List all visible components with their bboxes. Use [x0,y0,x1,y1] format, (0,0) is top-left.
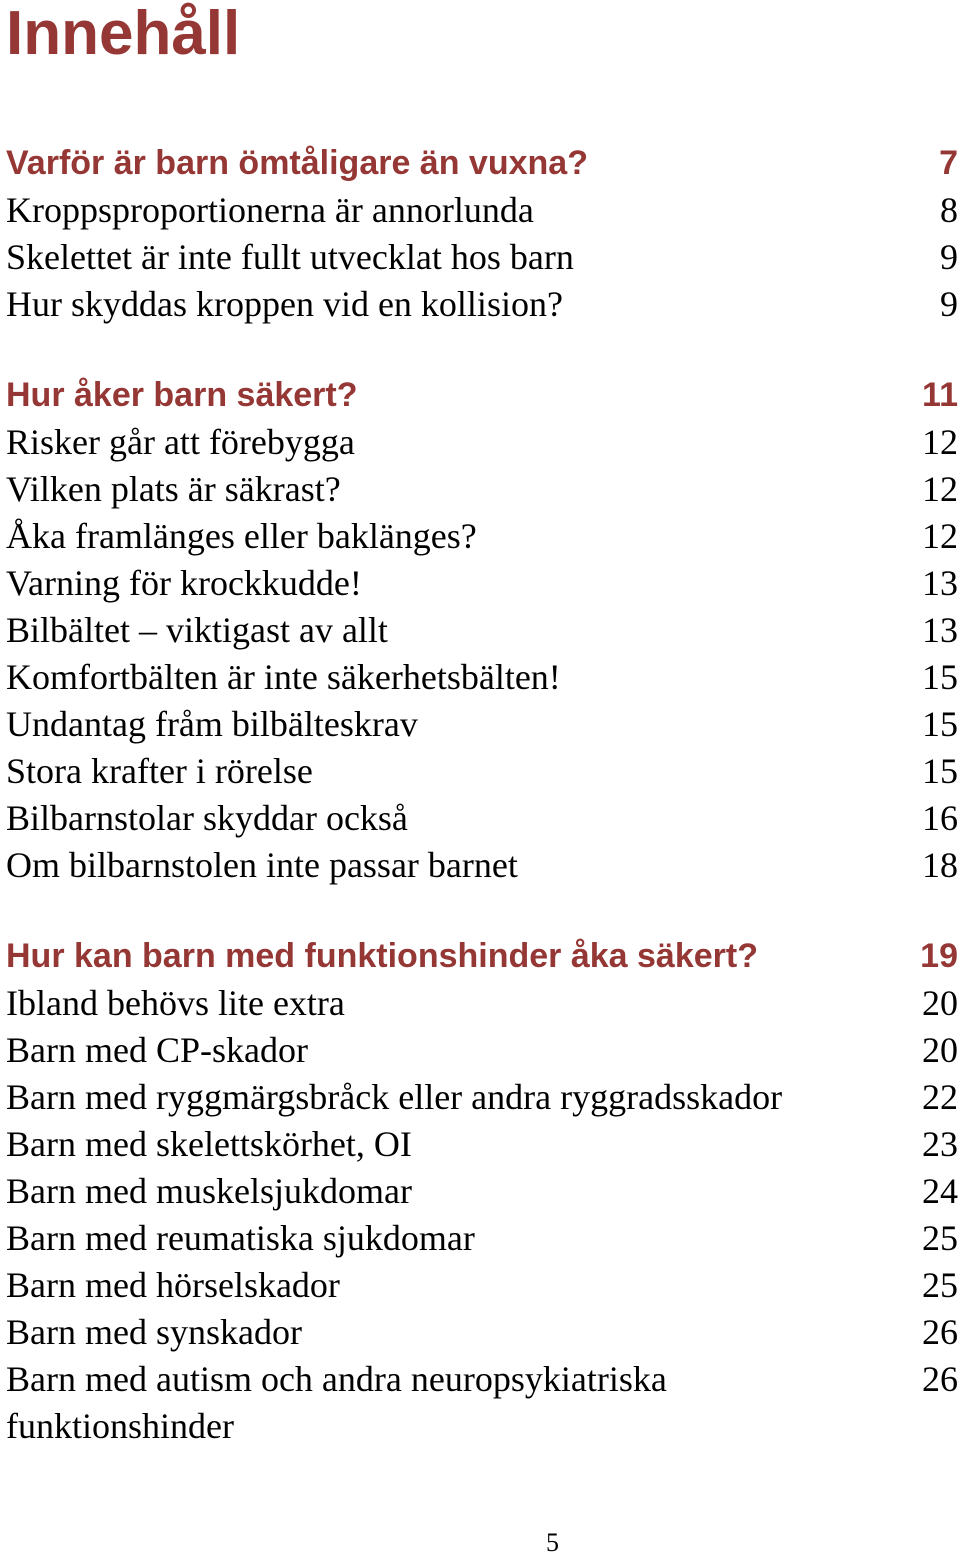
toc-entry[interactable] [6,1027,958,1074]
toc-heading-page: 19 [920,937,958,975]
toc-entry-page: 15 [922,751,958,791]
toc-entry-label: Barn med hörselskador [6,1265,340,1305]
toc-entry-label: Varning för krockkudde! [6,563,362,603]
toc-entry[interactable] [6,513,958,560]
toc-entry-page: 16 [922,798,958,838]
toc-entry[interactable] [6,1168,958,1215]
toc-section-2 [6,372,958,889]
toc-entry[interactable] [6,1262,958,1309]
toc-entry[interactable] [6,795,958,842]
toc-entry-label: Barn med ryggmärgsbråck eller andra ryggradsskador [6,1077,783,1117]
toc-entry-label: Barn med skelettskörhet, OI [6,1124,412,1164]
toc-entry[interactable] [6,234,958,281]
toc-entry-page: 12 [922,469,958,509]
toc-entry[interactable] [6,607,958,654]
toc-entry-page: 26 [922,1359,958,1399]
toc-entry[interactable] [6,980,958,1027]
toc-entry[interactable] [6,281,958,328]
toc-entry[interactable] [6,654,958,701]
toc-entry[interactable] [6,842,958,889]
toc-entry[interactable] [6,748,958,795]
toc-entry-page: 9 [940,284,958,324]
toc-entry-page: 13 [922,610,958,650]
toc-entry-label: Barn med CP-skador [6,1030,308,1070]
toc-entry-label: Stora krafter i rörelse [6,751,313,791]
toc-entry-page: 18 [922,845,958,885]
toc-entry-page: 23 [922,1124,958,1164]
toc-entry-label: Barn med autism och andra neuropsykiatriska funktionshinder [6,1359,667,1446]
toc-heading-label: Hur åker barn säkert? [6,376,358,414]
toc-entry-page: 20 [922,1030,958,1070]
toc-entry[interactable] [6,1215,958,1262]
table-of-contents [6,140,958,1450]
toc-entry-label: Ibland behövs lite extra [6,983,345,1023]
toc-entry-label: Barn med synskador [6,1312,302,1352]
toc-entry-page: 12 [922,422,958,462]
toc-entry-page: 26 [922,1312,958,1352]
toc-entry-page: 9 [940,237,958,277]
toc-entry-label: Hur skyddas kroppen vid en kollision? [6,284,563,324]
toc-heading-label: Varför är barn ömtåligare än vuxna? [6,144,588,182]
toc-entry[interactable] [6,466,958,513]
page-number: 5 [546,1528,559,1557]
toc-heading[interactable] [6,140,958,187]
toc-entry-page: 8 [940,190,958,230]
toc-entry-label: Om bilbarnstolen inte passar barnet [6,845,518,885]
toc-entry[interactable] [6,1356,958,1450]
toc-entry[interactable] [6,419,958,466]
toc-entry-page: 15 [922,704,958,744]
toc-heading-page: 11 [922,376,958,414]
toc-entry-page: 20 [922,983,958,1023]
toc-entry-page: 13 [922,563,958,603]
toc-section-1 [6,140,958,328]
toc-entry-page: 25 [922,1218,958,1258]
toc-entry[interactable] [6,701,958,748]
toc-entry-label: Kroppsproportionerna är annorlunda [6,190,534,230]
toc-entry[interactable] [6,1121,958,1168]
toc-entry-label: Risker går att förebygga [6,422,355,462]
toc-entry-page: 24 [922,1171,958,1211]
toc-entry-label: Barn med muskelsjukdomar [6,1171,412,1211]
toc-entry[interactable] [6,560,958,607]
toc-entry[interactable] [6,1074,958,1121]
toc-entry-label: Komfortbälten är inte säkerhetsbälten! [6,657,561,697]
toc-entry-page: 12 [922,516,958,556]
toc-entry-label: Bilbarnstolar skyddar också [6,798,408,838]
toc-entry-label: Skelettet är inte fullt utvecklat hos barn [6,237,574,277]
toc-entry-label: Åka framlänges eller baklänges? [6,516,477,556]
toc-heading-label: Hur kan barn med funktionshinder åka säkert? [6,937,758,975]
toc-heading-page: 7 [939,144,958,182]
page-title: Innehåll [6,0,241,68]
toc-heading[interactable] [6,372,958,419]
toc-section-3 [6,933,958,1450]
toc-entry[interactable] [6,1309,958,1356]
toc-heading[interactable] [6,933,958,980]
toc-entry-page: 22 [922,1077,958,1117]
toc-entry-label: Barn med reumatiska sjukdomar [6,1218,475,1258]
toc-entry-page: 25 [922,1265,958,1305]
toc-entry-label: Undantag fråm bilbälteskrav [6,704,418,744]
toc-entry-label: Bilbältet – viktigast av allt [6,610,388,650]
toc-entry[interactable] [6,187,958,234]
toc-entry-label: Vilken plats är säkrast? [6,469,341,509]
toc-entry-page: 15 [922,657,958,697]
